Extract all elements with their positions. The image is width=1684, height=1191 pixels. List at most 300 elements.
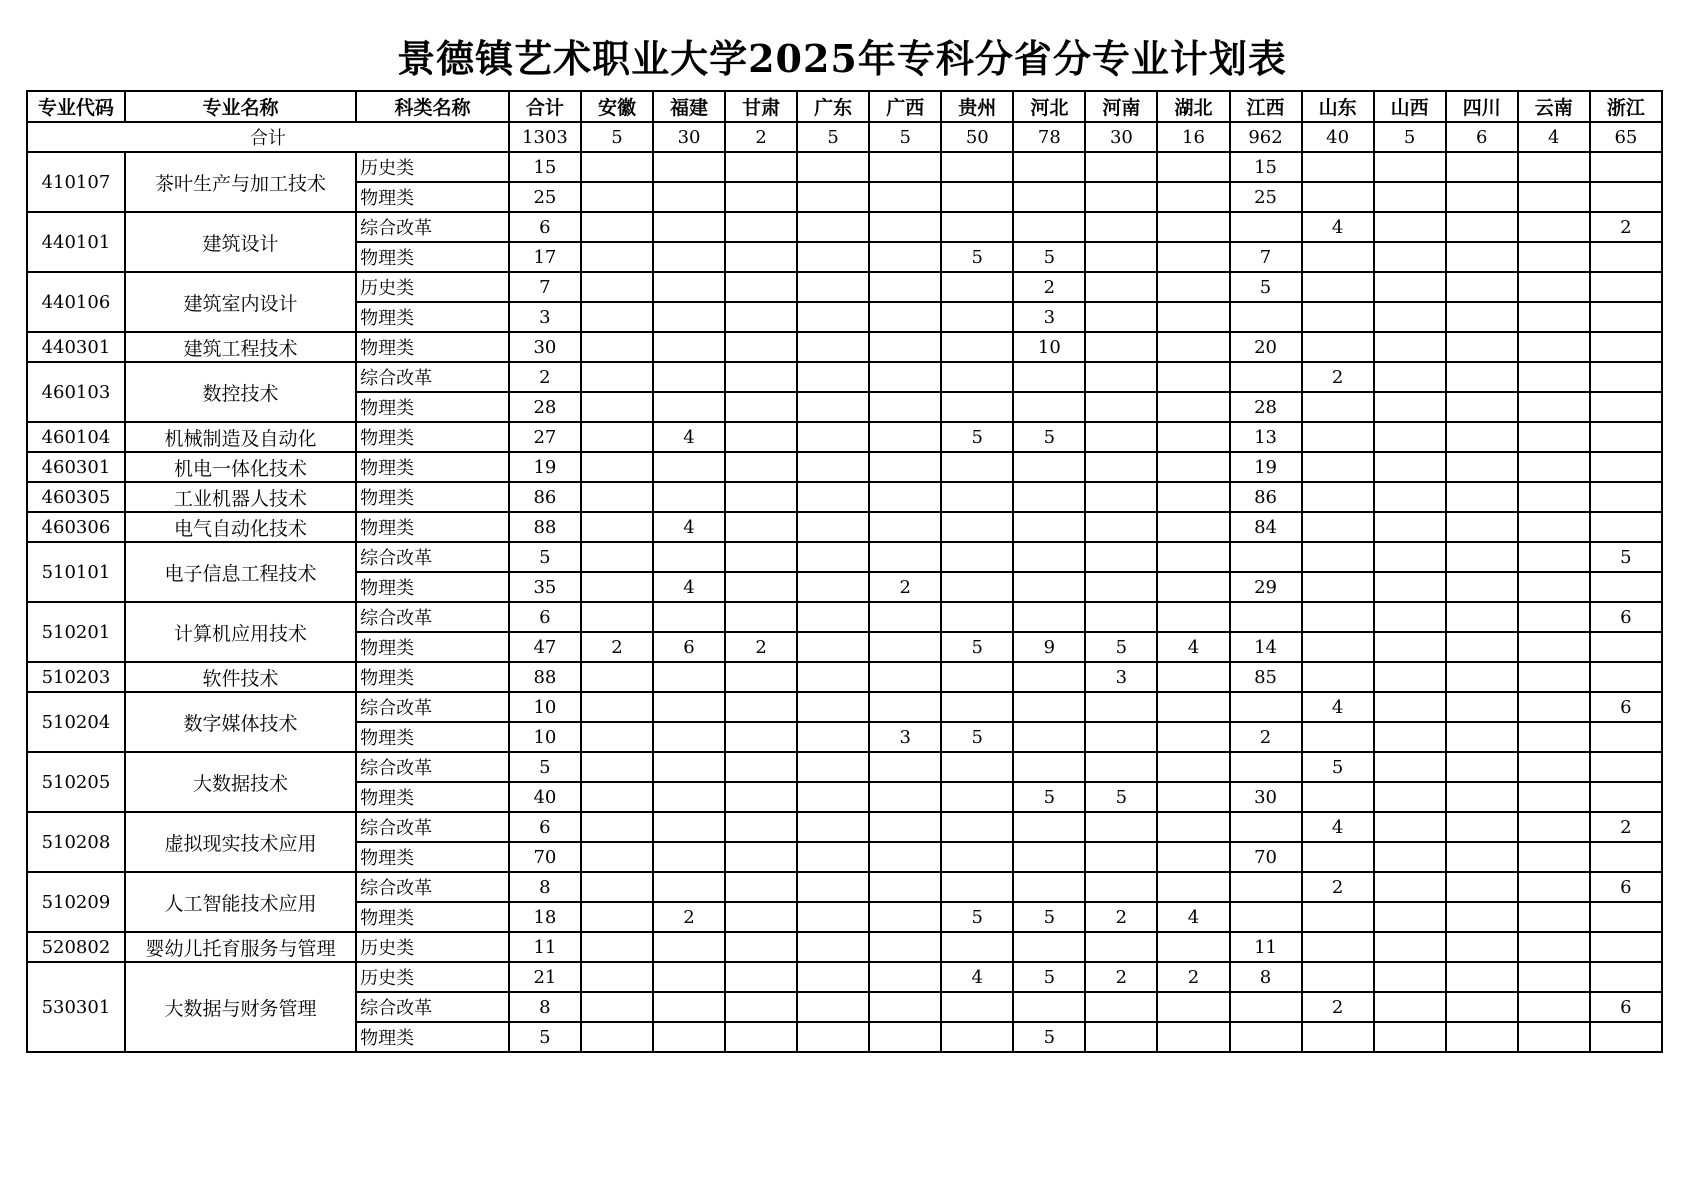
plan-cell [1230, 692, 1302, 722]
table-row [27, 812, 1662, 842]
plan-cell: 4 [1302, 812, 1374, 842]
plan-cell: 40 [509, 782, 581, 812]
plan-cell: 2 [581, 632, 653, 662]
plan-cell [1302, 722, 1374, 752]
table-row [27, 422, 1662, 452]
plan-cell: 19 [1230, 452, 1302, 482]
plan-cell [1590, 902, 1662, 932]
plan-cell [725, 932, 797, 962]
major-name: 人工智能技术应用 [125, 872, 356, 932]
plan-cell [941, 812, 1013, 842]
plan-cell [1013, 362, 1085, 392]
plan-cell [1302, 572, 1374, 602]
plan-cell [653, 932, 725, 962]
plan-cell [725, 212, 797, 242]
plan-cell [869, 752, 941, 782]
major-name: 建筑工程技术 [125, 332, 356, 362]
plan-cell [797, 452, 869, 482]
plan-cell [1085, 302, 1157, 332]
plan-cell [1085, 452, 1157, 482]
plan-cell [581, 302, 653, 332]
plan-cell: 3 [1013, 302, 1085, 332]
plan-cell [1085, 572, 1157, 602]
plan-cell: 9 [1013, 632, 1085, 662]
category-name: 物理类 [356, 512, 509, 542]
table-row [27, 932, 1662, 962]
plan-cell [1374, 992, 1446, 1022]
plan-cell [1518, 422, 1590, 452]
plan-cell [869, 332, 941, 362]
plan-cell [869, 212, 941, 242]
total-cell: 1303 [509, 122, 581, 152]
category-name: 物理类 [356, 632, 509, 662]
plan-cell [1230, 992, 1302, 1022]
total-cell: 78 [1013, 122, 1085, 152]
plan-cell [581, 152, 653, 182]
plan-cell: 2 [1302, 992, 1374, 1022]
plan-cell [1302, 392, 1374, 422]
plan-cell [1374, 632, 1446, 662]
plan-cell: 85 [1230, 662, 1302, 692]
total-cell: 5 [869, 122, 941, 152]
major-code: 460103 [27, 362, 125, 422]
plan-cell [1590, 392, 1662, 422]
plan-cell [581, 452, 653, 482]
plan-cell [1518, 812, 1590, 842]
plan-cell [1013, 512, 1085, 542]
category-name: 历史类 [356, 152, 509, 182]
plan-cell [1157, 362, 1229, 392]
plan-cell [941, 1022, 1013, 1052]
plan-cell [1302, 902, 1374, 932]
plan-cell [1374, 272, 1446, 302]
plan-cell [1085, 182, 1157, 212]
plan-cell [1157, 692, 1229, 722]
plan-cell: 28 [509, 392, 581, 422]
plan-cell [1518, 632, 1590, 662]
plan-cell [1518, 242, 1590, 272]
category-name: 物理类 [356, 422, 509, 452]
plan-cell [869, 422, 941, 452]
plan-cell [941, 692, 1013, 722]
plan-cell [653, 272, 725, 302]
major-code: 510203 [27, 662, 125, 692]
plan-cell [1446, 662, 1518, 692]
category-name: 物理类 [356, 482, 509, 512]
total-cell: 5 [581, 122, 653, 152]
plan-cell [797, 332, 869, 362]
plan-cell [1157, 272, 1229, 302]
plan-cell [1085, 722, 1157, 752]
plan-cell [1013, 452, 1085, 482]
column-header: 广东 [797, 91, 869, 122]
plan-cell: 2 [1590, 812, 1662, 842]
plan-cell [1374, 782, 1446, 812]
plan-cell [1157, 662, 1229, 692]
plan-cell [1157, 302, 1229, 332]
major-name: 计算机应用技术 [125, 602, 356, 662]
plan-cell [725, 422, 797, 452]
total-label: 合计 [27, 122, 509, 152]
plan-cell [797, 302, 869, 332]
column-header: 云南 [1518, 91, 1590, 122]
plan-cell [1446, 422, 1518, 452]
plan-cell [1374, 662, 1446, 692]
plan-cell [1446, 992, 1518, 1022]
plan-cell: 10 [1013, 332, 1085, 362]
plan-cell: 2 [653, 902, 725, 932]
plan-cell [1446, 902, 1518, 932]
plan-cell [1157, 722, 1229, 752]
plan-cell [1157, 452, 1229, 482]
plan-cell [1157, 932, 1229, 962]
plan-cell [1085, 692, 1157, 722]
plan-cell [1446, 572, 1518, 602]
plan-cell [941, 512, 1013, 542]
plan-cell [941, 932, 1013, 962]
plan-cell [1230, 872, 1302, 902]
total-cell: 50 [941, 122, 1013, 152]
plan-cell [1518, 512, 1590, 542]
plan-cell: 5 [941, 902, 1013, 932]
plan-cell: 2 [1302, 362, 1374, 392]
column-header: 贵州 [941, 91, 1013, 122]
total-cell: 2 [725, 122, 797, 152]
plan-cell [1374, 542, 1446, 572]
plan-cell [1590, 842, 1662, 872]
column-header: 合计 [509, 91, 581, 122]
plan-cell [1446, 962, 1518, 992]
category-name: 物理类 [356, 902, 509, 932]
column-header: 专业代码 [27, 91, 125, 122]
table-row [27, 452, 1662, 482]
category-name: 物理类 [356, 722, 509, 752]
plan-cell [725, 842, 797, 872]
plan-cell: 5 [1013, 962, 1085, 992]
plan-cell [1013, 482, 1085, 512]
plan-cell [941, 782, 1013, 812]
major-name: 机电一体化技术 [125, 452, 356, 482]
major-name: 电子信息工程技术 [125, 542, 356, 602]
table-row [27, 962, 1662, 992]
plan-cell [725, 482, 797, 512]
plan-cell [653, 152, 725, 182]
plan-cell [1374, 962, 1446, 992]
plan-cell: 88 [509, 662, 581, 692]
plan-cell [1446, 872, 1518, 902]
plan-cell [1302, 542, 1374, 572]
plan-cell [1446, 812, 1518, 842]
plan-cell [1157, 602, 1229, 632]
plan-cell: 70 [509, 842, 581, 872]
plan-cell: 5 [1230, 272, 1302, 302]
major-code: 510204 [27, 692, 125, 752]
plan-cell [1302, 152, 1374, 182]
major-name: 软件技术 [125, 662, 356, 692]
plan-cell [869, 902, 941, 932]
table-row [27, 212, 1662, 242]
plan-cell [1374, 212, 1446, 242]
major-name: 建筑室内设计 [125, 272, 356, 332]
total-cell: 4 [1518, 122, 1590, 152]
plan-cell [1157, 782, 1229, 812]
plan-cell [1446, 1022, 1518, 1052]
plan-cell [725, 902, 797, 932]
plan-cell [581, 932, 653, 962]
plan-cell [581, 332, 653, 362]
plan-cell [653, 872, 725, 902]
plan-cell [1446, 932, 1518, 962]
plan-cell [797, 1022, 869, 1052]
plan-cell [1590, 752, 1662, 782]
plan-cell [797, 182, 869, 212]
plan-cell [1013, 182, 1085, 212]
plan-cell: 70 [1230, 842, 1302, 872]
plan-cell [653, 752, 725, 782]
plan-cell [725, 572, 797, 602]
total-cell: 65 [1590, 122, 1662, 152]
plan-cell [1157, 332, 1229, 362]
plan-cell [1302, 422, 1374, 452]
plan-cell [1590, 722, 1662, 752]
plan-cell [653, 482, 725, 512]
plan-cell [941, 212, 1013, 242]
plan-cell [1374, 362, 1446, 392]
total-cell: 16 [1157, 122, 1229, 152]
major-code: 520802 [27, 932, 125, 962]
table-row [27, 152, 1662, 182]
plan-cell [1302, 332, 1374, 362]
plan-cell: 2 [1302, 872, 1374, 902]
plan-cell [1518, 302, 1590, 332]
plan-cell [797, 872, 869, 902]
plan-cell [1590, 662, 1662, 692]
plan-cell [725, 812, 797, 842]
plan-cell [581, 872, 653, 902]
plan-cell [869, 362, 941, 392]
plan-cell [1085, 512, 1157, 542]
plan-cell [1518, 602, 1590, 632]
plan-cell [1013, 692, 1085, 722]
major-name: 数控技术 [125, 362, 356, 422]
category-name: 物理类 [356, 392, 509, 422]
plan-cell [1590, 182, 1662, 212]
category-name: 物理类 [356, 182, 509, 212]
plan-cell: 4 [1302, 212, 1374, 242]
plan-cell: 5 [941, 632, 1013, 662]
plan-cell: 6 [509, 812, 581, 842]
plan-cell [1590, 152, 1662, 182]
plan-cell [653, 842, 725, 872]
plan-cell [869, 932, 941, 962]
plan-cell [797, 602, 869, 632]
plan-cell [1518, 392, 1590, 422]
plan-cell: 30 [509, 332, 581, 362]
table-row [27, 482, 1662, 512]
plan-cell [1518, 872, 1590, 902]
major-name: 大数据技术 [125, 752, 356, 812]
total-cell: 6 [1446, 122, 1518, 152]
major-name: 电气自动化技术 [125, 512, 356, 542]
plan-cell [1590, 242, 1662, 272]
plan-cell [1085, 932, 1157, 962]
plan-cell [797, 482, 869, 512]
plan-cell [1518, 542, 1590, 572]
plan-cell [1374, 422, 1446, 452]
plan-cell [941, 452, 1013, 482]
plan-cell [1013, 842, 1085, 872]
plan-cell [725, 692, 797, 722]
plan-cell [653, 722, 725, 752]
plan-cell [1590, 332, 1662, 362]
plan-cell: 15 [1230, 152, 1302, 182]
major-code: 510209 [27, 872, 125, 932]
plan-cell [1518, 962, 1590, 992]
plan-cell [1085, 482, 1157, 512]
major-code: 460301 [27, 452, 125, 482]
plan-cell [581, 242, 653, 272]
plan-cell [1157, 872, 1229, 902]
plan-cell: 14 [1230, 632, 1302, 662]
plan-cell [869, 542, 941, 572]
plan-cell: 6 [653, 632, 725, 662]
plan-cell [581, 362, 653, 392]
plan-cell: 88 [509, 512, 581, 542]
plan-cell: 5 [509, 1022, 581, 1052]
plan-cell [1302, 182, 1374, 212]
plan-cell [869, 182, 941, 212]
plan-cell [941, 362, 1013, 392]
column-header: 湖北 [1157, 91, 1229, 122]
plan-cell [653, 692, 725, 722]
plan-cell [869, 302, 941, 332]
plan-cell [1013, 602, 1085, 632]
plan-cell [1085, 1022, 1157, 1052]
plan-cell [1374, 572, 1446, 602]
plan-cell: 86 [1230, 482, 1302, 512]
plan-cell: 25 [509, 182, 581, 212]
plan-cell: 4 [1302, 692, 1374, 722]
column-header: 河南 [1085, 91, 1157, 122]
plan-cell [1230, 812, 1302, 842]
plan-cell [1374, 602, 1446, 632]
plan-cell [797, 272, 869, 302]
plan-cell [1230, 752, 1302, 782]
column-header: 安徽 [581, 91, 653, 122]
plan-cell [1157, 392, 1229, 422]
plan-cell: 2 [1013, 272, 1085, 302]
plan-cell [869, 152, 941, 182]
plan-cell: 2 [1157, 962, 1229, 992]
plan-cell [1518, 752, 1590, 782]
plan-cell [725, 332, 797, 362]
plan-cell: 6 [509, 212, 581, 242]
plan-cell [581, 752, 653, 782]
plan-cell: 3 [869, 722, 941, 752]
plan-cell [797, 242, 869, 272]
plan-cell [725, 782, 797, 812]
plan-cell [1446, 182, 1518, 212]
plan-cell: 86 [509, 482, 581, 512]
page-title: 景德镇艺术职业大学2025年专科分省分专业计划表 [397, 36, 1287, 81]
plan-cell [581, 572, 653, 602]
table-body [27, 122, 1662, 1052]
plan-cell [1157, 542, 1229, 572]
plan-cell [1302, 662, 1374, 692]
plan-cell: 6 [509, 602, 581, 632]
plan-cell [797, 812, 869, 842]
plan-cell [797, 422, 869, 452]
plan-cell [1374, 692, 1446, 722]
plan-cell [581, 902, 653, 932]
plan-cell [1013, 572, 1085, 602]
plan-cell [797, 692, 869, 722]
category-name: 历史类 [356, 932, 509, 962]
plan-cell [1085, 362, 1157, 392]
major-code: 460104 [27, 422, 125, 452]
plan-cell: 11 [509, 932, 581, 962]
plan-cell [1374, 182, 1446, 212]
plan-cell [1230, 1022, 1302, 1052]
major-name: 数字媒体技术 [125, 692, 356, 752]
plan-cell [1446, 362, 1518, 392]
plan-cell [1230, 302, 1302, 332]
plan-cell: 5 [941, 722, 1013, 752]
plan-cell [1374, 302, 1446, 332]
category-name: 物理类 [356, 572, 509, 602]
plan-cell: 5 [509, 542, 581, 572]
plan-cell: 6 [1590, 992, 1662, 1022]
plan-cell [581, 482, 653, 512]
major-code: 440301 [27, 332, 125, 362]
plan-cell: 15 [509, 152, 581, 182]
plan-cell [653, 212, 725, 242]
plan-cell: 47 [509, 632, 581, 662]
total-cell: 962 [1230, 122, 1302, 152]
category-name: 综合改革 [356, 212, 509, 242]
plan-cell [1374, 842, 1446, 872]
plan-cell: 2 [1230, 722, 1302, 752]
plan-cell [1590, 962, 1662, 992]
plan-cell: 20 [1230, 332, 1302, 362]
major-code: 440106 [27, 272, 125, 332]
plan-cell: 2 [1085, 962, 1157, 992]
plan-cell [653, 782, 725, 812]
plan-cell [1590, 932, 1662, 962]
total-cell: 5 [1374, 122, 1446, 152]
plan-cell [941, 542, 1013, 572]
category-name: 物理类 [356, 662, 509, 692]
major-name: 婴幼儿托育服务与管理 [125, 932, 356, 962]
plan-cell [1590, 452, 1662, 482]
plan-cell [725, 752, 797, 782]
table-row [27, 362, 1662, 392]
plan-cell [797, 362, 869, 392]
plan-cell [797, 752, 869, 782]
plan-cell [581, 602, 653, 632]
plan-cell [581, 392, 653, 422]
category-name: 综合改革 [356, 602, 509, 632]
plan-cell: 5 [1302, 752, 1374, 782]
plan-cell [1518, 332, 1590, 362]
plan-cell [1302, 632, 1374, 662]
total-cell: 30 [653, 122, 725, 152]
plan-cell: 6 [1590, 692, 1662, 722]
column-header: 甘肃 [725, 91, 797, 122]
plan-cell: 3 [509, 302, 581, 332]
plan-cell [1013, 932, 1085, 962]
plan-cell [941, 332, 1013, 362]
